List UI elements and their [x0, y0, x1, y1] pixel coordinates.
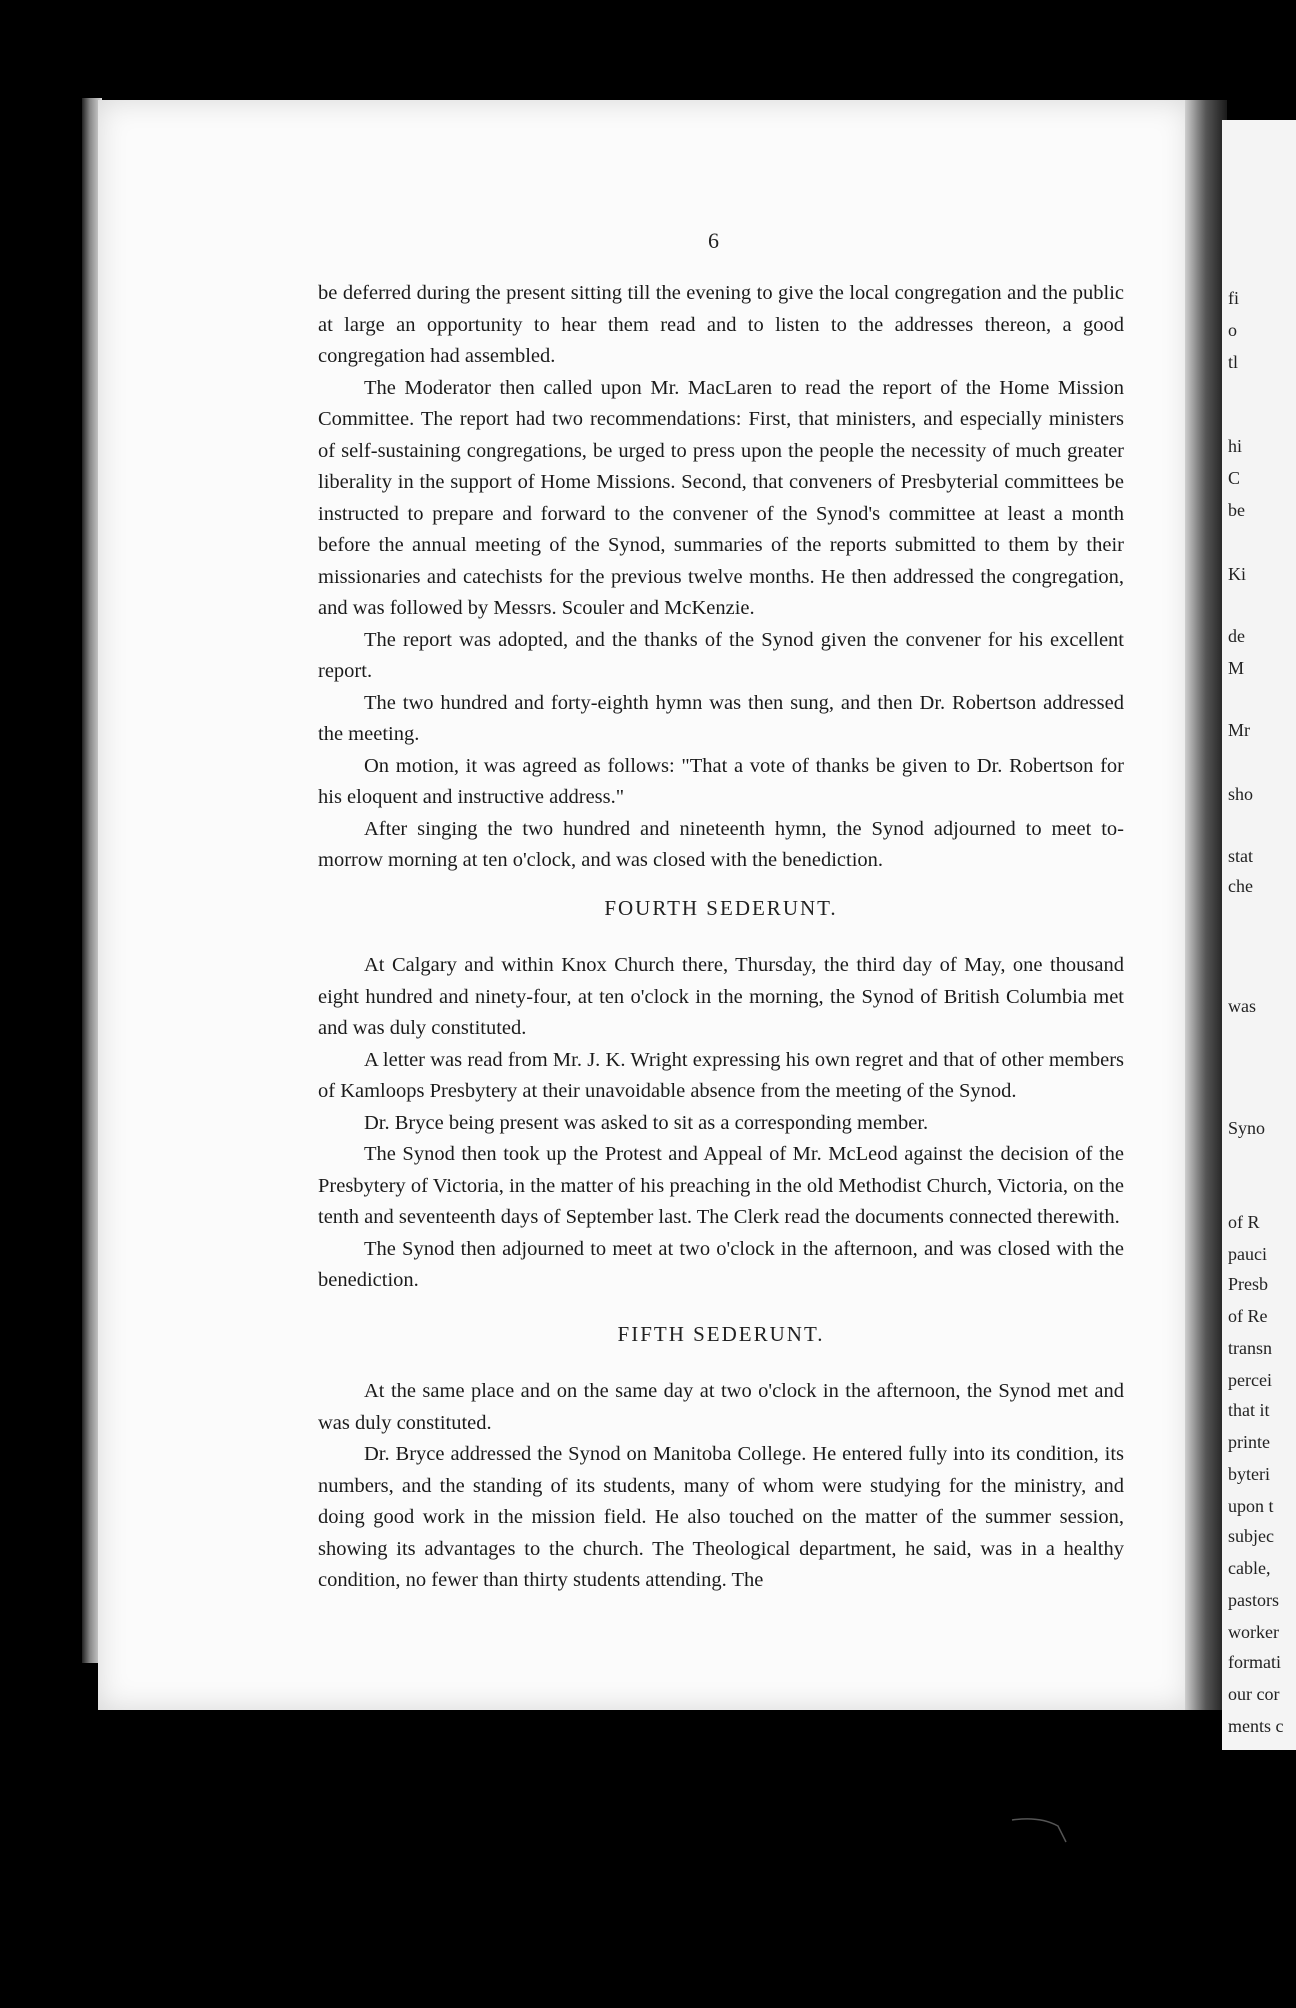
paragraph: After singing the two hundred and nineteenth hymn, the Synod adjourned to meet to-morrow morning at ten o'clock, and was closed with the benediction. — [318, 817, 1124, 871]
facing-page-fragment: that it — [1228, 1400, 1270, 1420]
paragraph: The Synod then adjourned to meet at two o'clock in the afternoon, and was closed with the benediction. — [318, 1237, 1124, 1291]
facing-page-fragment: hi — [1228, 436, 1243, 456]
facing-page-fragment: be — [1228, 500, 1245, 520]
paragraph: At Calgary and within Knox Church there, Thursday, the third day of May, one thousand eight hundred and ninety-four, at ten o'clock in the morning, the Synod of British Columbia met and was duly constituted. — [318, 954, 1124, 1039]
facing-page-edge — [1222, 120, 1296, 1750]
facing-page-fragment: subjec — [1228, 1526, 1274, 1546]
paragraph: The two hundred and forty-eighth hymn was then sung, and then Dr. Robertson addressed the meeting. — [318, 691, 1124, 745]
paragraph: The report was adopted, and the thanks of the Synod given the convener for his excellent report. — [318, 628, 1124, 682]
page-number: 6 — [708, 228, 719, 253]
book-gutter — [1185, 100, 1227, 1710]
facing-page-fragment: cable, — [1228, 1558, 1271, 1578]
facing-page-fragment: printe — [1228, 1432, 1270, 1452]
facing-page-fragment: our cor — [1228, 1684, 1280, 1704]
facing-page-fragment: ments c — [1228, 1716, 1284, 1736]
facing-page-fragment: che — [1228, 876, 1253, 896]
paragraph: be deferred during the present sitting till the evening to give the local congregation and the public at large an opportunity to hear them read and to listen to the addresses thereon, a good congregation had assembled. — [318, 282, 1124, 367]
facing-page-fragment: pastors — [1228, 1590, 1279, 1610]
facing-page-fragment: Ki — [1228, 564, 1246, 584]
facing-page-fragment: stat — [1228, 846, 1253, 866]
facing-page-fragment: of R — [1228, 1212, 1260, 1232]
paragraph: Dr. Bryce being present was asked to sit as a corresponding member. — [364, 1111, 929, 1134]
facing-page-fragment: worker — [1228, 1622, 1279, 1642]
facing-page-fragment: percei — [1228, 1370, 1272, 1390]
page-body-text — [318, 278, 1124, 1597]
facing-page-fragment: pauci — [1228, 1244, 1267, 1264]
paragraph: On motion, it was agreed as follows: "That a vote of thanks be given to Dr. Robertson for his eloquent and instructive address." — [318, 754, 1124, 808]
facing-page-fragment: transn — [1228, 1338, 1272, 1358]
facing-page-fragment: M — [1228, 658, 1245, 678]
facing-page-fragment: o — [1228, 320, 1237, 340]
pencil-mark — [1010, 1812, 1100, 1852]
facing-page-fragment: fi — [1228, 288, 1239, 308]
facing-page-fragment: Syno — [1228, 1118, 1266, 1138]
facing-page-fragment: byteri — [1228, 1464, 1270, 1484]
paragraph: A letter was read from Mr. J. K. Wright expressing his own regret and that of other members of Kamloops Presbytery at their unavoidable absence from the meeting of the Synod. — [318, 1048, 1124, 1102]
facing-page-fragment: upon t — [1228, 1496, 1274, 1516]
facing-page-fragment: was — [1228, 996, 1256, 1016]
facing-page-fragment: C — [1228, 468, 1241, 488]
facing-page-fragment: tl — [1228, 352, 1239, 372]
facing-page-fragment: Mr — [1228, 720, 1250, 740]
paragraph: Dr. Bryce addressed the Synod on Manitoba College. He entered fully into its condition, its numbers, and the standing of its students, many of whom were studying for the ministry, and doing good work in the mission field. He also touched on the matter of the summer session, showing its advantages to the church. The Theological department, he said, was in a healthy condition, no fewer than thirty students attending. The — [318, 1443, 1124, 1591]
facing-page-fragment: Presb — [1228, 1274, 1268, 1294]
paragraph: The Synod then took up the Protest and Appeal of Mr. McLeod against the decision of the Presbytery of Victoria, in the matter of his preaching in the old Methodist Church, Victoria, on the tenth and seventeenth days of September last. The Clerk read the documents connected therewith. — [318, 1143, 1124, 1228]
facing-page-fragment: de — [1228, 626, 1245, 646]
facing-page-fragment: formati — [1228, 1652, 1281, 1672]
paragraph: At the same place and on the same day at two o'clock in the afternoon, the Synod met and was duly constituted. — [318, 1380, 1124, 1434]
facing-page-fragment: of Re — [1228, 1306, 1268, 1326]
section-heading-fifth-sederunt: FIFTH SEDERUNT. — [617, 1321, 825, 1346]
paragraph: The Moderator then called upon Mr. MacLaren to read the report of the Home Mission Committee. The report had two recommendations: First, that ministers, and especially ministers of self-sustaining congregations, be urged to press upon the people the necessity of much greater liberality in the support of Home Missions. Second, that conveners of Presbyterial committees be instructed to prepare and forward to the convener of the Synod's committee at least a month before the annual meeting of the Synod, summaries of the reports submitted to them by their missionaries and catechists for the previous twelve months. He then addressed the congregation, and was followed by Messrs. Scouler and McKenzie. — [318, 376, 1124, 619]
facing-page-fragment: sho — [1228, 784, 1254, 804]
section-heading-fourth-sederunt: FOURTH SEDERUNT. — [604, 895, 838, 920]
